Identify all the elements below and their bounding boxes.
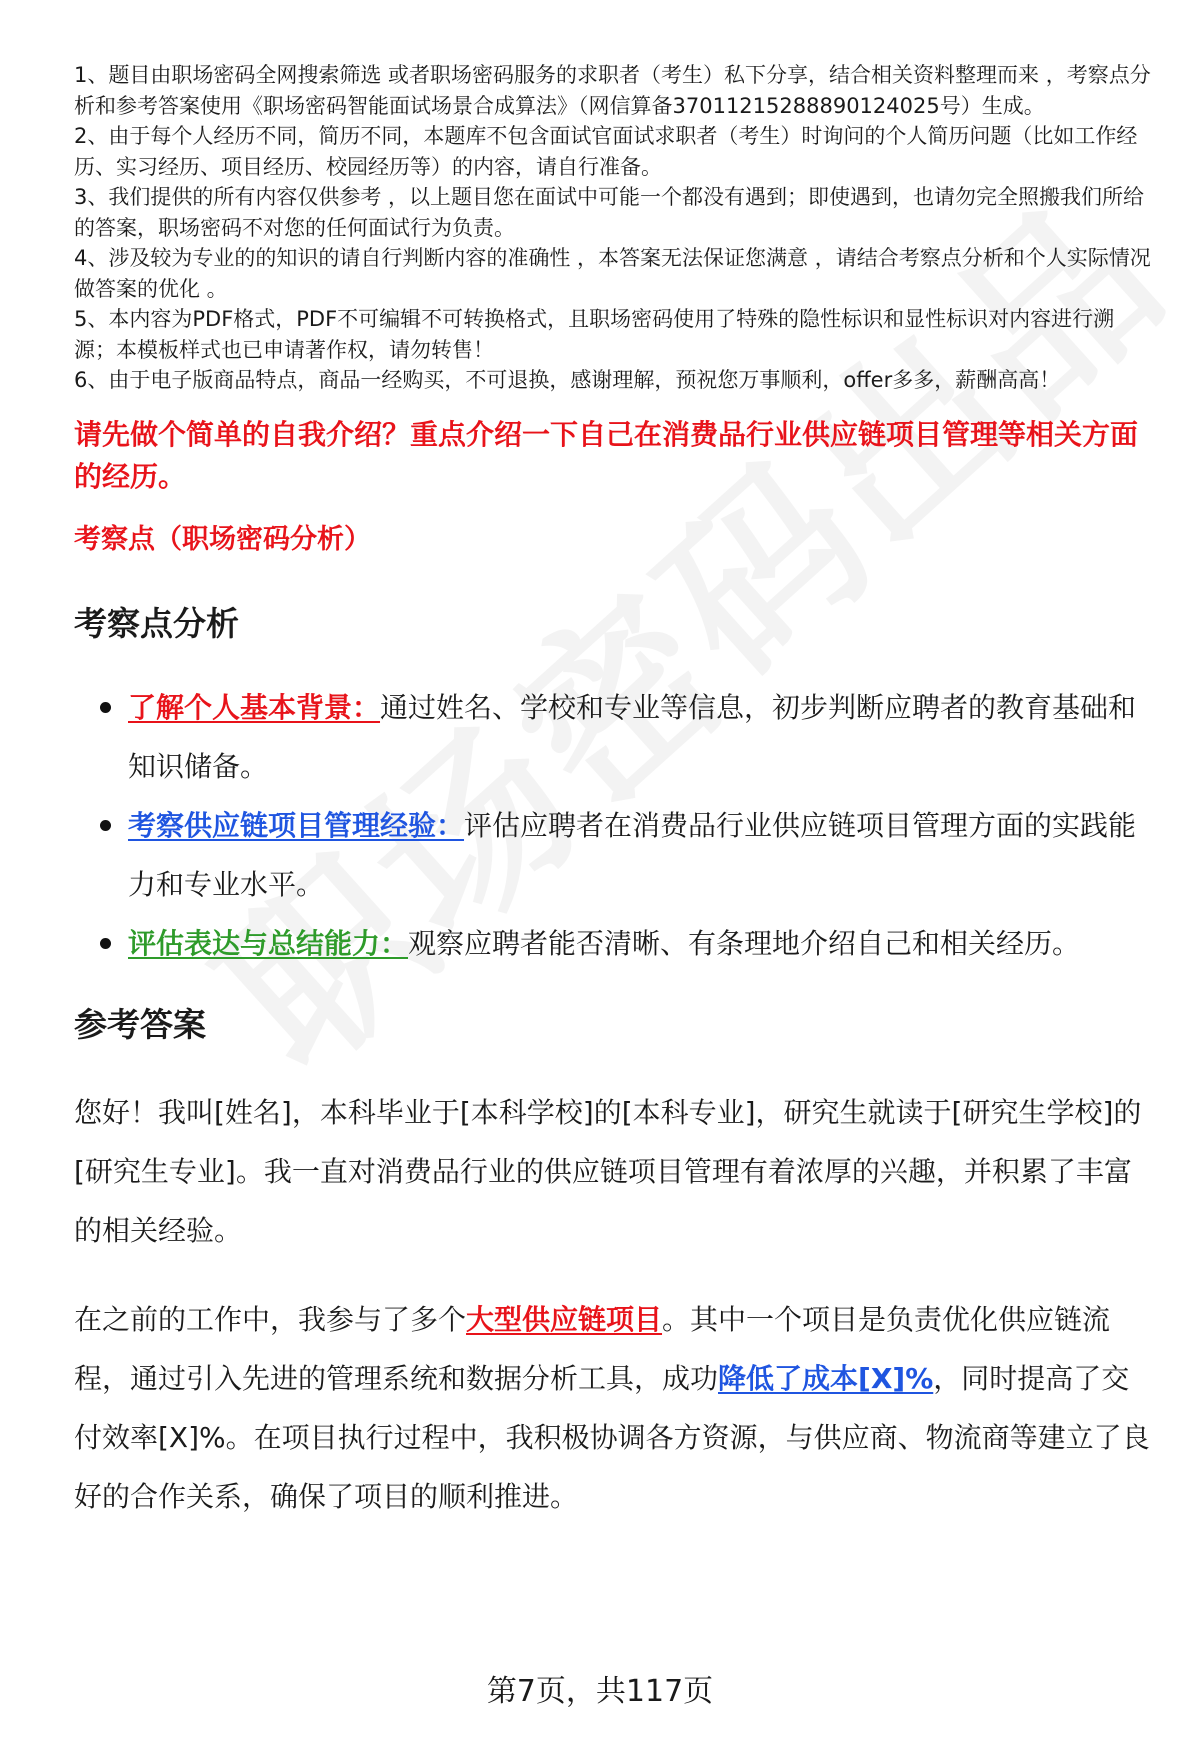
- point-text: 观察应聘者能否清晰、有条理地介绍自己和相关经历。: [408, 926, 1081, 960]
- document-page: [74, 60, 1154, 1526]
- point-text: 通过姓名、学校和专业等信息，初步判断应聘者的教育基础和知识储备。: [128, 690, 1137, 783]
- analysis-points: [74, 678, 1154, 973]
- note-6: 6、由于电子版商品特点，商品一经购买，不可退换，感谢理解，预祝您万事顺利，offer多多，薪酬高高！: [74, 368, 1061, 392]
- note-5: 5、本内容为PDF格式，PDF不可编辑不可转换格式，且职场密码使用了特殊的隐性标识和显性标识对内容进行溯源；本模板样式也已申请著作权，请勿转售！: [74, 307, 1115, 362]
- point-label: 了解个人基本背景：: [128, 690, 381, 724]
- list-item: [74, 678, 1154, 796]
- answer-paragraph-1: 您好！我叫[姓名]，本科毕业于[本科学校]的[本科专业]，研究生就读于[研究生学校]的[研究生专业]。我一直对消费品行业的供应链项目管理有着浓厚的兴趣，并积累了丰富的相关经验。: [74, 1095, 1142, 1247]
- answer-text: 。其中一个项目是负责优化供应链流程，通过引入先进的管理系统和数据分析工具，成功: [74, 1302, 1111, 1395]
- interview-question: 请先做个简单的自我介绍？重点介绍一下自己在消费品行业供应链项目管理等相关方面的经历。: [74, 417, 1139, 493]
- highlight-cost-reduction: 降低了成本[X]%: [718, 1361, 934, 1395]
- note-4: 4、涉及较为专业的的知识的请自行判断内容的准确性 ，本答案无法保证您满意 ，请结合考察点分析和个人实际情况做答案的优化 。: [74, 246, 1151, 301]
- bullet-icon: [100, 702, 111, 713]
- answer-text: ，同时提高了交付效率[X]%。在项目执行过程中，我积极协调各方资源，与供应商、物流商等建立了良好的合作关系，确保了项目的顺利推进。: [74, 1361, 1150, 1513]
- answer-paragraph-2: [74, 1290, 1154, 1526]
- analysis-heading: 考察点分析: [74, 603, 239, 643]
- point-text: 评估应聘者在消费品行业供应链项目管理方面的实践能力和专业水平。: [128, 808, 1137, 901]
- bullet-icon: [100, 820, 111, 831]
- list-item: [74, 796, 1154, 914]
- point-label: 考察供应链项目管理经验：: [128, 808, 465, 842]
- bullet-icon: [100, 938, 111, 949]
- page-number: 第7页，共117页: [486, 1674, 714, 1709]
- analysis-label: 考察点（职场密码分析）: [74, 523, 371, 555]
- disclaimer-notes: [74, 60, 1154, 396]
- answer-text: 在之前的工作中，我参与了多个: [74, 1302, 467, 1336]
- list-item: [74, 914, 1154, 973]
- note-3: 3、我们提供的所有内容仅供参考 ，以上题目您在面试中可能一个都没有遇到；即使遇到，也请勿完全照搬我们所给的答案，职场密码不对您的任何面试行为负责。: [74, 185, 1145, 240]
- note-1: 1、题目由职场密码全网搜索筛选 或者职场密码服务的求职者（考生）私下分享，结合相关资料整理而来 ，考察点分析和参考答案使用《职场密码智能面试场景合成算法》（网信算备37011215288890124025号）生成。: [74, 63, 1151, 118]
- point-label: 评估表达与总结能力：: [128, 926, 409, 960]
- reference-answer: [74, 1083, 1154, 1526]
- note-2: 2、由于每个人经历不同，简历不同，本题库不包含面试官面试求职者（考生）时询问的个人简历问题（比如工作经历、实习经历、项目经历、校园经历等）的内容，请自行准备。: [74, 124, 1138, 179]
- answer-heading: 参考答案: [74, 1004, 206, 1044]
- highlight-large-projects: 大型供应链项目: [466, 1302, 663, 1336]
